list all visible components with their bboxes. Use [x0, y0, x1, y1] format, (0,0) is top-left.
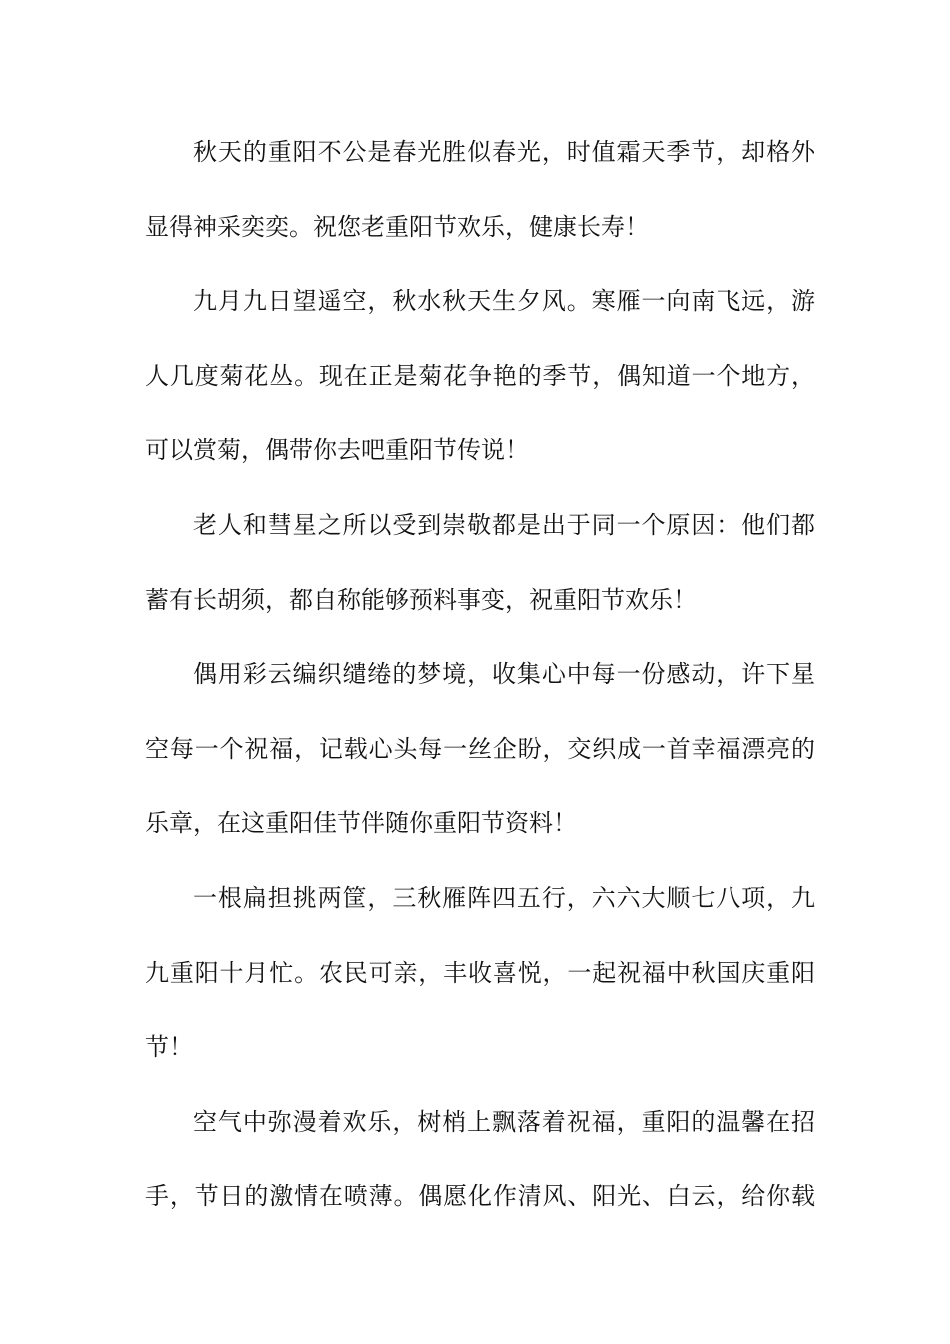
paragraph-5-line-1: 一根扁担挑两筐，三秋雁阵四五行，六六大顺七八项，九: [193, 883, 815, 912]
paragraph-4-line-3: 乐章，在这重阳佳节伴随你重阳节资料！: [145, 809, 577, 838]
paragraph-1-line-1: 秋天的重阳不公是春光胜似春光，时值霜天季节，却格外: [193, 138, 815, 166]
paragraph-2-line-3: 可以赏菊，偶带你去吧重阳节传说！: [145, 436, 529, 465]
paragraph-3-line-1: 老人和彗星之所以受到崇敬都是出于同一个原因：他们都: [193, 510, 815, 539]
paragraph-1-line-2: 显得神采奕奕。祝您老重阳节欢乐，健康长寿！: [145, 212, 649, 241]
paragraph-6-line-2: 手，节日的激情在喷薄。偶愿化作清风、阳光、白云，给你载: [145, 1182, 815, 1211]
paragraph-2-line-1: 九月九日望遥空，秋水秋天生夕风。寒雁一向南飞远，游: [193, 287, 815, 316]
paragraph-3-line-2: 蓄有长胡须，都自称能够预料事变，祝重阳节欢乐！: [145, 585, 697, 614]
paragraph-5-line-3: 节！: [145, 1033, 193, 1062]
paragraph-5-line-2: 九重阳十月忙。农民可亲，丰收喜悦，一起祝福中秋国庆重阳: [145, 958, 815, 987]
paragraph-6-line-1: 空气中弥漫着欢乐，树梢上飘落着祝福，重阳的温馨在招: [193, 1107, 815, 1136]
paragraph-4-line-2: 空每一个祝福，记载心头每一丝企盼，交织成一首幸福漂亮的: [145, 734, 815, 763]
document-body: [145, 115, 815, 1234]
paragraph-4-line-1: 偶用彩云编织缱绻的梦境，收集心中每一份感动，许下星: [193, 660, 815, 689]
paragraph-2-line-2: 人几度菊花丛。现在正是菊花争艳的季节，偶知道一个地方，: [145, 361, 815, 390]
